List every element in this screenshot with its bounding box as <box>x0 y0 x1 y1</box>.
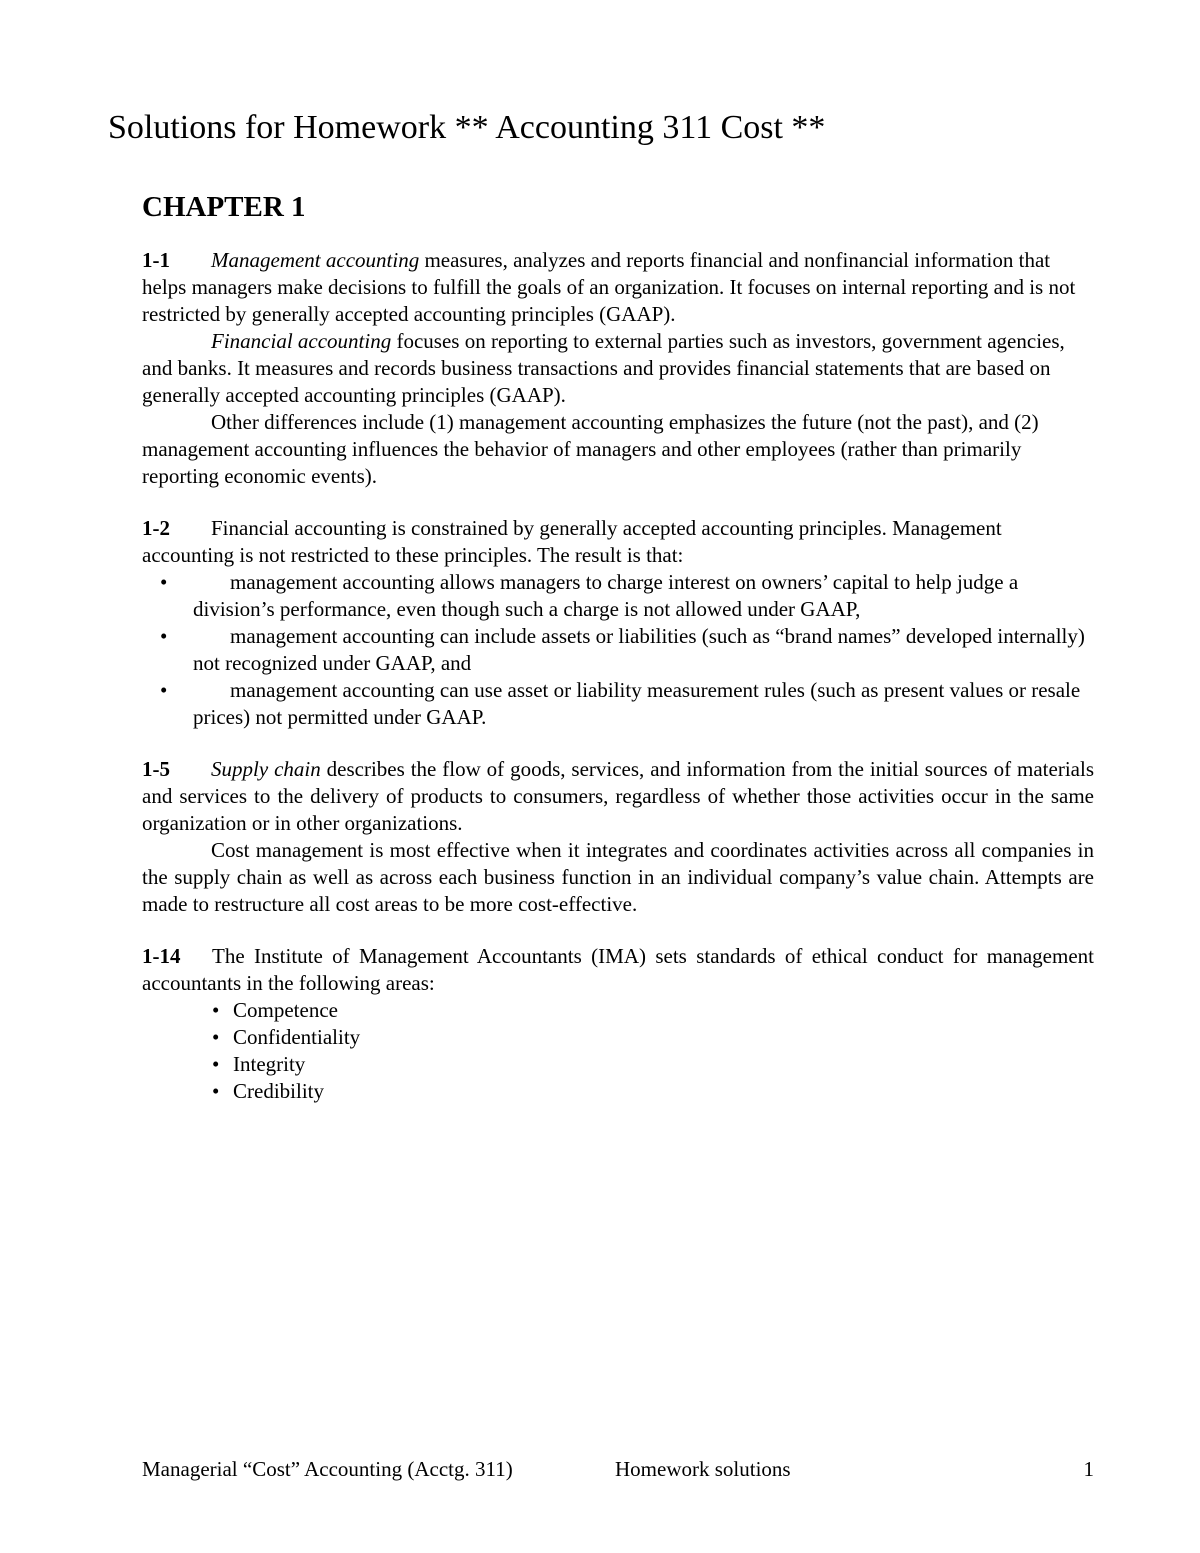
section-1-2 <box>142 515 1094 731</box>
list-item <box>212 1051 1094 1078</box>
paragraph-text: focuses on reporting to external parties such as investors, government agencies, and banks. It measures and records business transactions and provides financial statements that are based on generally accepted accounting principles (GAAP). <box>142 329 1065 407</box>
list-item <box>212 1078 1094 1105</box>
bullet-icon: • <box>212 1079 220 1103</box>
paragraph-text: describes the flow of goods, services, and information from the initial sources of materials and services to the delivery of products to consumers, regardless of whether those activities occur in the same organization or in other organizations. <box>142 757 1094 835</box>
section-1-1 <box>142 247 1094 490</box>
paragraph: Other differences include (1) management accounting emphasizes the future (not the past), and (2) management accounting influences the behavior of managers and other employees (rather than primarily reporting economic events). <box>142 410 1039 488</box>
list-item <box>142 623 1094 677</box>
chapter-heading: CHAPTER 1 <box>142 191 306 223</box>
list-item-text: management accounting can use asset or liability measurement rules (such as present values or resale prices) not permitted under GAAP. <box>193 678 1081 729</box>
bullet-icon: • <box>160 678 168 702</box>
question-number: 1-2 <box>142 516 170 540</box>
section-1-14 <box>142 943 1094 1105</box>
list-item-text: Credibility <box>233 1079 324 1103</box>
paragraph <box>142 328 1094 409</box>
page-number: 1 <box>1083 1457 1094 1481</box>
defined-term: Financial accounting <box>211 329 392 353</box>
list-item-text: management accounting can include assets or liabilities (such as “brand names” developed internally) not recognized under GAAP, and <box>193 624 1085 675</box>
defined-term: Supply chain <box>211 757 321 781</box>
bullet-icon: • <box>212 1052 220 1076</box>
list-item <box>142 677 1094 731</box>
section-1-5 <box>142 756 1094 918</box>
bullet-list <box>142 569 1094 731</box>
list-item-text: management accounting allows managers to charge interest on owners’ capital to help judge a division’s performance, even though such a charge is not allowed under GAAP, <box>193 570 1019 621</box>
question-number: 1-14 <box>142 944 181 968</box>
paragraph <box>142 247 1094 328</box>
paragraph <box>142 756 1094 837</box>
document-body <box>142 247 1094 1130</box>
list-item-text: Confidentiality <box>233 1025 361 1049</box>
bullet-icon: • <box>212 998 220 1022</box>
paragraph-text: The Institute of Management Accountants (IMA) sets standards of ethical conduct for management accountants in the following areas: <box>142 944 1094 995</box>
list-item <box>212 1024 1094 1051</box>
bullet-icon: • <box>160 570 168 594</box>
list-item-text: Competence <box>233 998 338 1022</box>
defined-term: Management accounting <box>211 248 420 272</box>
question-number: 1-1 <box>142 248 170 272</box>
question-number: 1-5 <box>142 757 170 781</box>
paragraph: Cost management is most effective when it integrates and coordinates activities across all companies in the supply chain as well as across each business function in an individual company’s value chain. Attempts are made to restructure all cost areas to be more cost-effective. <box>142 838 1094 916</box>
paragraph-text: measures, analyzes and reports financial and nonfinancial information that helps managers make decisions to fulfill the goals of an organization. It focuses on internal reporting and is not restricted by generally accepted accounting principles (GAAP). <box>142 248 1076 326</box>
list-item <box>142 569 1094 623</box>
bullet-icon: • <box>212 1025 220 1049</box>
document-title: Solutions for Homework ** Accounting 311 Cost ** <box>108 109 826 146</box>
bullet-icon: • <box>160 624 168 648</box>
paragraph-text: Financial accounting is constrained by generally accepted accounting principles. Management accounting is not restricted to these principles. The result is that: <box>142 516 1002 567</box>
list-item <box>212 997 1094 1024</box>
footer-subtitle: Homework solutions <box>615 1457 791 1481</box>
paragraph <box>142 515 1094 569</box>
list-item-text: Integrity <box>233 1052 306 1076</box>
paragraph <box>142 943 1094 997</box>
bullet-list <box>212 997 1094 1105</box>
footer-course-title: Managerial “Cost” Accounting (Acctg. 311) <box>142 1457 513 1481</box>
